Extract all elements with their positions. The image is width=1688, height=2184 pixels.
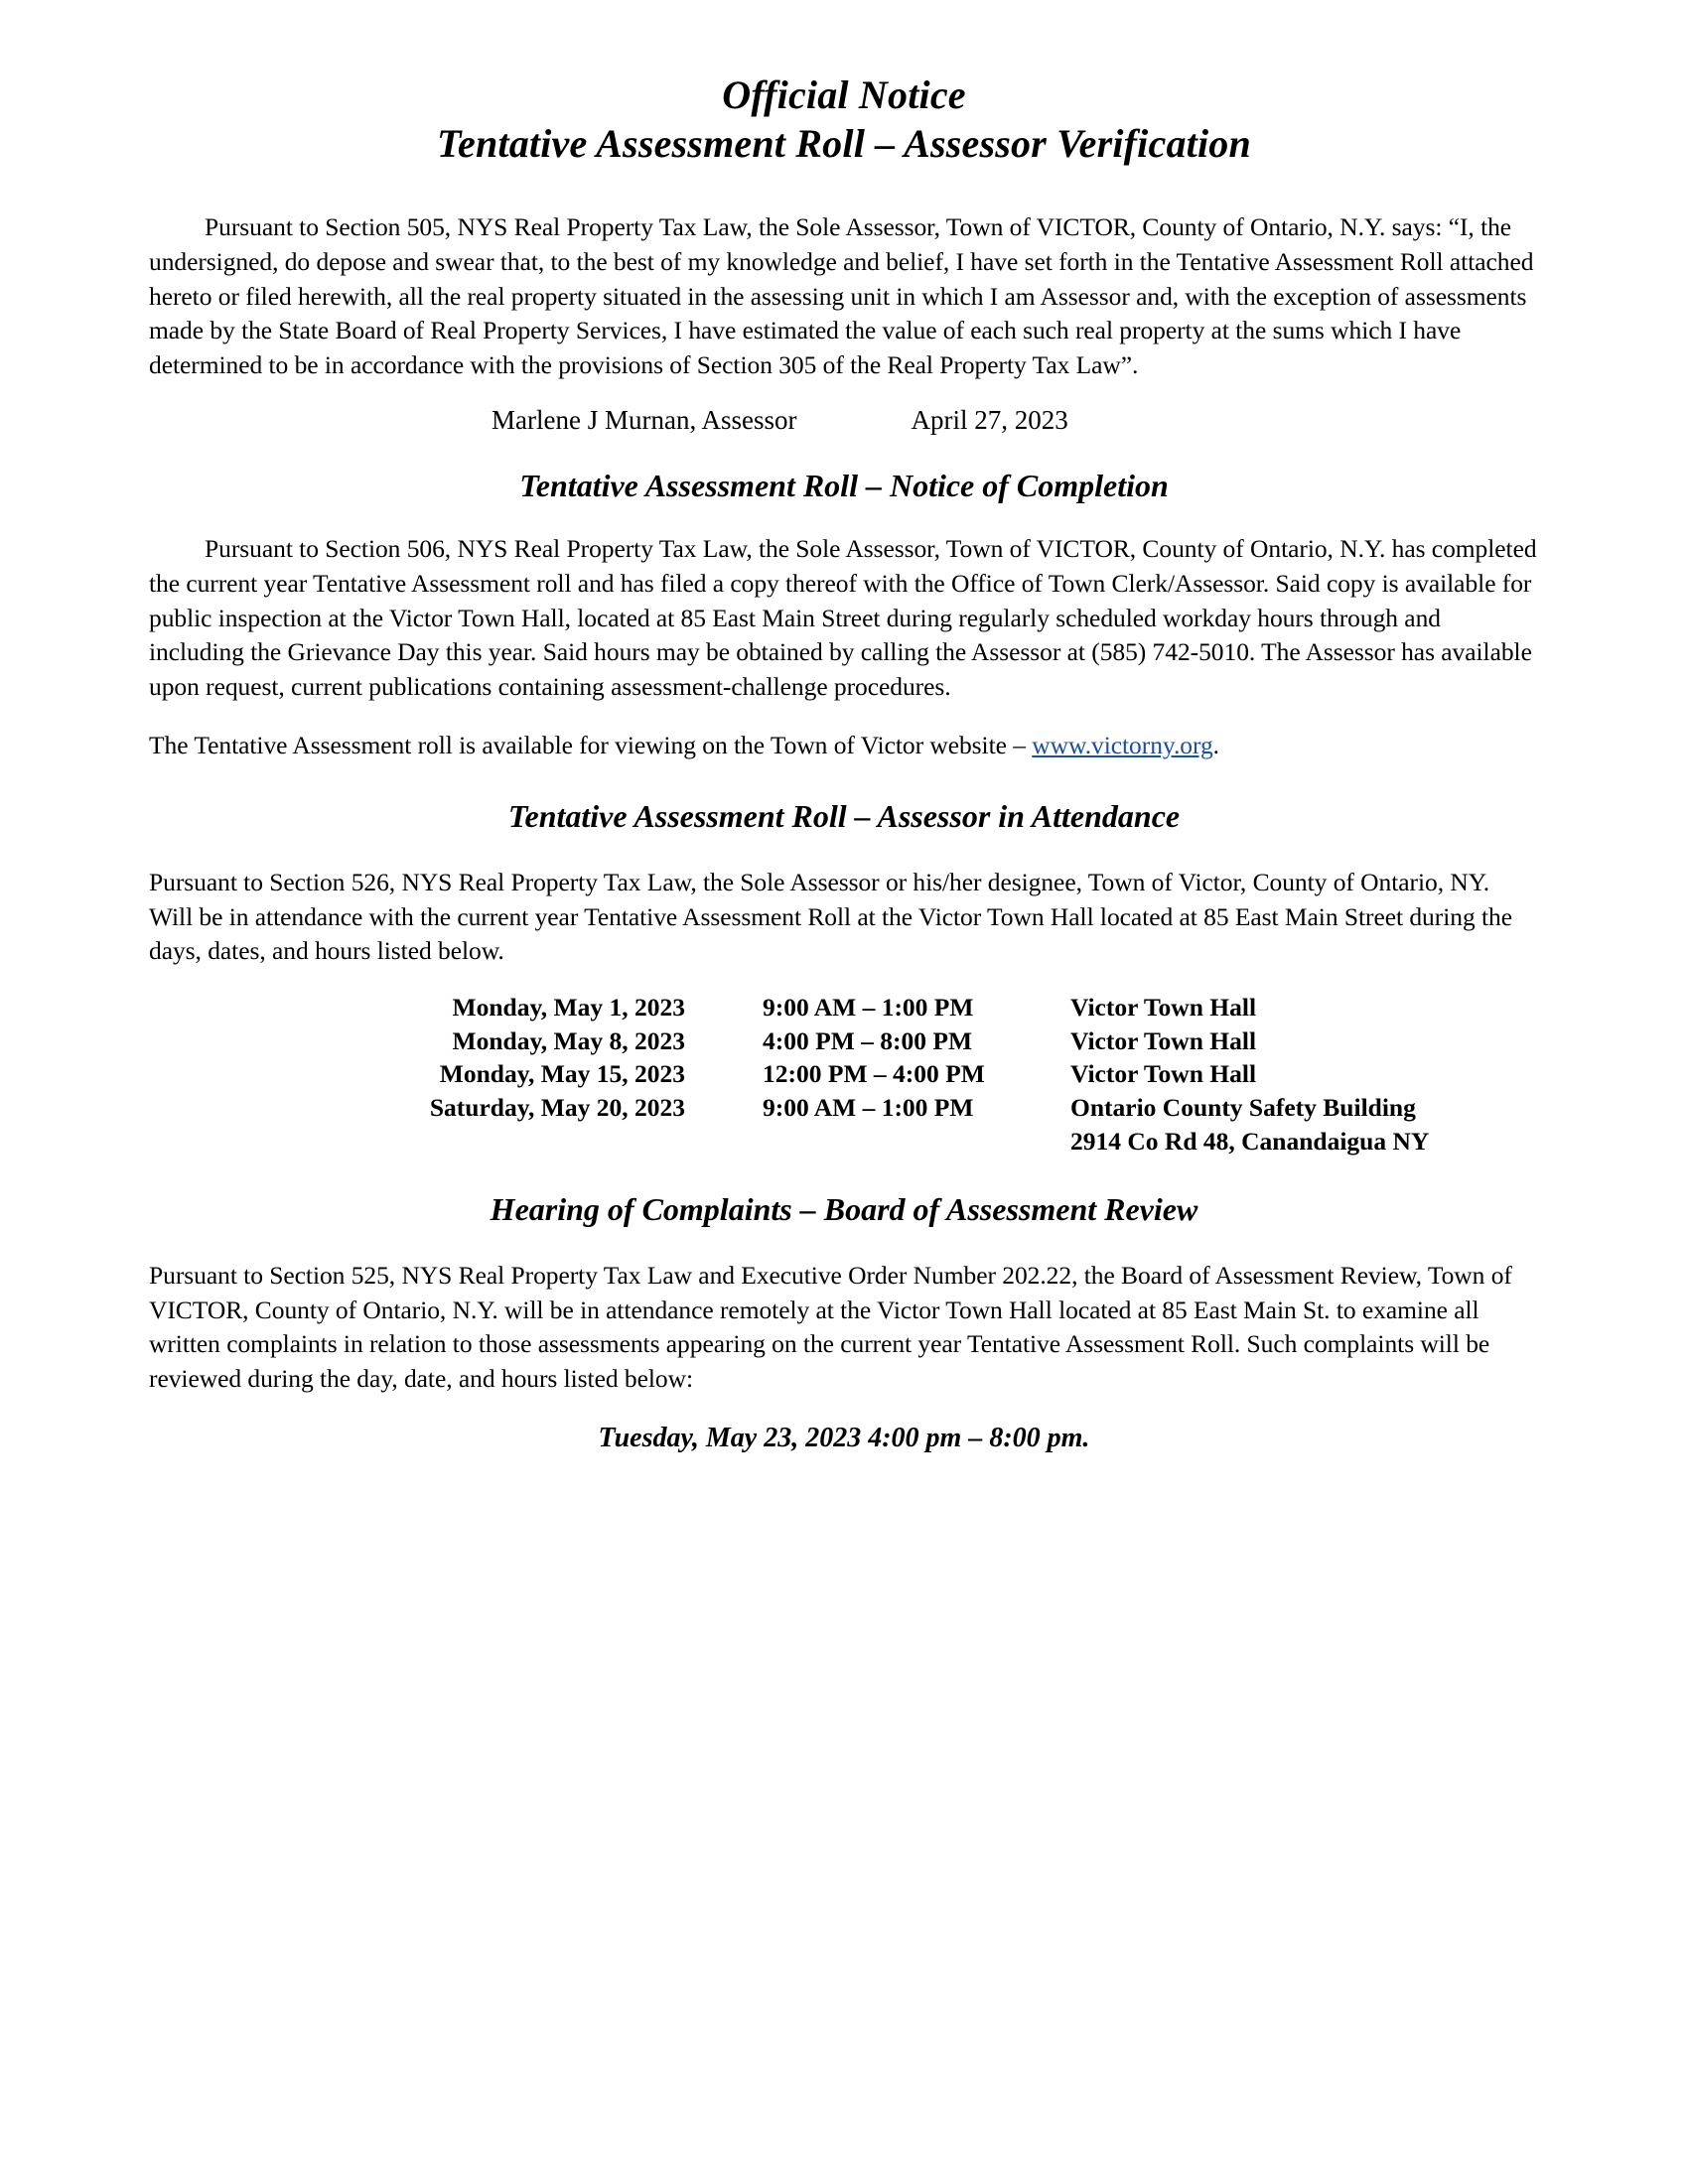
heading-notice-of-completion: Tentative Assessment Roll – Notice of Completion	[519, 467, 1169, 503]
table-row	[387, 1125, 1429, 1159]
spacer	[149, 506, 1539, 532]
assessor-signature-row	[149, 403, 1539, 438]
spacer	[149, 1231, 1539, 1259]
schedule-time: 12:00 PM – 4:00 PM	[763, 1059, 985, 1089]
heading-assessor-in-attendance: Tentative Assessment Roll – Assessor in Attendance	[507, 798, 1181, 835]
spacer	[149, 1158, 1539, 1189]
verification-paragraph: Pursuant to Section 505, NYS Real Property Tax Law, the Sole Assessor, Town of VICTOR, County of Ontario, N.Y. says: “I, the undersigned, do depose and swear that, to the best of my knowledge and belief, I have set forth in the Tentative Assessment Roll attached hereto or filed herewith, all the real property situated in the assessing unit in which I am Assessor and, with the exception of assessments made by the State Board of Real Property Services, I have estimated the value of each such real property at the sums which I have determined to be in accordance with the provisions of Section 305 of the Real Property Tax Law”.	[149, 212, 1534, 380]
spacer	[149, 167, 1539, 210]
assessor-name: Marlene J Murnan, Assessor	[492, 404, 797, 435]
schedule-date: Monday, May 8, 2023	[452, 1025, 685, 1055]
schedule-location: Ontario County Safety Building	[1070, 1093, 1416, 1123]
table-row	[387, 1057, 1429, 1091]
table-row	[387, 1091, 1429, 1125]
schedule-date: Monday, May 1, 2023	[452, 993, 685, 1023]
spacer	[149, 1397, 1539, 1423]
schedule-time: 9:00 AM – 1:00 PM	[763, 993, 974, 1023]
table-row	[387, 991, 1429, 1024]
page-title	[149, 71, 1539, 167]
schedule-date: Saturday, May 20, 2023	[429, 1093, 685, 1123]
signature-date: April 27, 2023	[911, 404, 1068, 435]
schedule-location: Victor Town Hall	[1070, 993, 1257, 1023]
hearing-paragraph: Pursuant to Section 525, NYS Real Property Tax Law and Executive Order Number 202.22, the Board of Assessment Review, Town of VICTOR, County of Ontario, N.Y. will be in attendance remotely at the Victor Town Hall located at 85 East Main St. to examine all written complaints in relation to those assessments appearing on the current year Tentative Assessment Roll. Such complaints will be reviewed during the day, date, and hours listed below:	[149, 1260, 1512, 1393]
spacer	[149, 705, 1539, 729]
schedule-time: 9:00 AM – 1:00 PM	[763, 1093, 974, 1123]
spacer	[149, 762, 1539, 796]
schedule-location: Victor Town Hall	[1070, 1059, 1257, 1089]
heading-hearing-of-complaints: Hearing of Complaints – Board of Assessment Review	[490, 1191, 1198, 1228]
schedule-body	[387, 991, 1429, 1158]
table-row	[387, 1024, 1429, 1058]
attendance-schedule-table	[387, 991, 1429, 1158]
website-availability-line	[149, 729, 1539, 763]
schedule-date: Monday, May 15, 2023	[439, 1059, 685, 1089]
schedule-location-line2: 2914 Co Rd 48, Canandaigua NY	[1070, 1126, 1430, 1156]
website-text-suffix: .	[1212, 730, 1219, 759]
title-line-2: Tentative Assessment Roll – Assessor Verification	[437, 121, 1251, 167]
town-website-link[interactable]: www.victorny.org	[1032, 730, 1213, 759]
completion-paragraph: Pursuant to Section 506, NYS Real Property Tax Law, the Sole Assessor, Town of VICTOR, County of Ontario, N.Y. has completed the current year Tentative Assessment roll and has filed a copy thereof with the Office of Town Clerk/Assessor. Said copy is available for public inspection at the Victor Town Hall, located at 85 East Main Street during regularly scheduled workday hours through and including the Grievance Day this year. Said hours may be obtained by calling the Assessor at (585) 742-5010. The Assessor has available upon request, current publications containing assessment-challenge procedures.	[149, 534, 1537, 702]
spacer	[149, 438, 1539, 466]
title-line-1: Official Notice	[722, 72, 966, 117]
attendance-paragraph: Pursuant to Section 526, NYS Real Property Tax Law, the Sole Assessor or his/her designee, Town of Victor, County of Ontario, NY. Will be in attendance with the current year Tentative Assessment Roll at the Victor Town Hall located at 85 East Main Street during the days, dates, and hours listed below.	[149, 868, 1512, 966]
spacer	[149, 383, 1539, 403]
website-text-prefix: The Tentative Assessment roll is available for viewing on the Town of Victor website –	[149, 730, 1033, 759]
schedule-time-empty	[685, 1125, 1021, 1159]
spacer	[149, 838, 1539, 866]
spacer	[149, 969, 1539, 991]
hearing-datetime: Tuesday, May 23, 2023 4:00 pm – 8:00 pm.	[598, 1422, 1090, 1453]
schedule-location: Victor Town Hall	[1070, 1025, 1257, 1055]
schedule-time: 4:00 PM – 8:00 PM	[763, 1025, 973, 1055]
schedule-date-empty	[387, 1125, 685, 1159]
